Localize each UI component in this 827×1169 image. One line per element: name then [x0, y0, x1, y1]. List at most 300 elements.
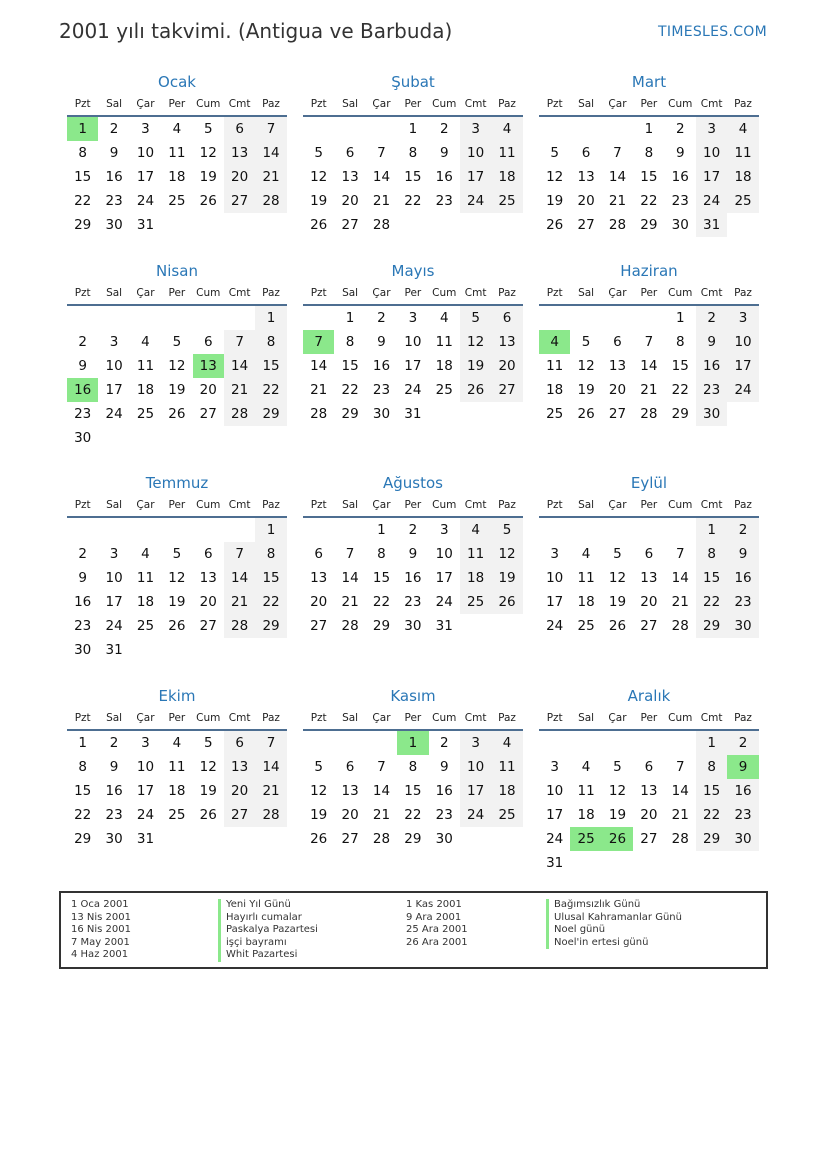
weekday-label: Sal: [342, 499, 359, 511]
day-cell: 21: [608, 193, 627, 209]
day-cell: 31: [435, 618, 453, 634]
day-cell: 27: [608, 406, 627, 422]
day-cell: 10: [105, 570, 123, 586]
day-grid: [303, 731, 523, 851]
empty-cell: [633, 306, 664, 330]
day-cell: 29: [671, 406, 689, 422]
day-cell: 2: [439, 735, 449, 751]
empty-cell: [193, 518, 224, 542]
day-cell: 21: [224, 590, 255, 614]
day-cell: 6: [491, 306, 522, 330]
day-cell: 5: [460, 306, 491, 330]
day-cell: 13: [224, 755, 255, 779]
day-grid: [67, 117, 287, 237]
day-cell: 29: [696, 614, 727, 638]
holiday-day-cell: 1: [67, 117, 98, 141]
day-cell: 1: [675, 310, 685, 326]
day-cell: 19: [199, 169, 217, 185]
day-cell: 11: [546, 358, 564, 374]
day-cell: 8: [377, 546, 386, 562]
day-cell: 28: [671, 618, 689, 634]
day-cell: 9: [377, 334, 386, 350]
day-cell: 31: [696, 213, 727, 237]
day-cell: 18: [491, 165, 522, 189]
day-cell: 11: [168, 145, 186, 161]
holiday-day-cell: 9: [727, 755, 758, 779]
weekday-header: [303, 707, 523, 731]
day-cell: 16: [372, 358, 391, 374]
weekday-label: Pzt: [546, 712, 563, 724]
weekday-label: Sal: [578, 287, 595, 299]
weekday-label: Paz: [262, 98, 280, 110]
day-cell: 20: [199, 594, 217, 610]
weekday-label: Cum: [432, 287, 457, 299]
day-cell: 2: [439, 121, 449, 137]
empty-cell: [334, 731, 365, 755]
day-cell: 1: [255, 306, 286, 330]
legend-holiday-name: işçi bayramı: [218, 937, 318, 950]
day-cell: 13: [577, 169, 595, 185]
day-cell: 25: [460, 590, 491, 614]
day-cell: 8: [696, 542, 727, 566]
weekday-label: Cmt: [228, 287, 251, 299]
day-cell: 2: [377, 310, 386, 326]
day-cell: 12: [168, 570, 186, 586]
day-cell: 1: [696, 731, 727, 755]
day-cell: 9: [727, 542, 758, 566]
day-cell: 30: [74, 430, 92, 446]
day-cell: 18: [136, 594, 155, 610]
month-name: Temmuz: [145, 474, 209, 492]
day-cell: 28: [372, 217, 391, 233]
weekday-label: Çar: [136, 98, 155, 110]
month-name: Eylül: [630, 474, 668, 492]
day-cell: 29: [255, 614, 286, 638]
day-cell: 17: [546, 594, 564, 610]
day-cell: 6: [203, 334, 213, 350]
holiday-day-cell: 1: [397, 731, 428, 755]
legend-date: 16 Nis 2001: [71, 924, 131, 935]
day-cell: 3: [109, 334, 119, 350]
day-cell: 8: [78, 145, 87, 161]
day-cell: 10: [136, 759, 155, 775]
day-cell: 19: [199, 783, 217, 799]
weekday-label: Cum: [668, 499, 693, 511]
day-cell: 12: [310, 783, 328, 799]
day-cell: 20: [224, 779, 255, 803]
empty-cell: [633, 731, 664, 755]
weekday-label: Çar: [608, 98, 627, 110]
day-cell: 24: [136, 807, 155, 823]
day-cell: 8: [408, 759, 418, 775]
weekday-label: Çar: [136, 287, 155, 299]
empty-cell: [539, 117, 570, 141]
day-cell: 17: [435, 570, 453, 586]
day-cell: 15: [404, 169, 422, 185]
month-8: [303, 472, 523, 638]
day-cell: 22: [255, 590, 286, 614]
day-cell: 19: [460, 354, 491, 378]
empty-cell: [67, 306, 98, 330]
day-cell: 28: [255, 803, 286, 827]
day-cell: 20: [577, 193, 595, 209]
day-cell: 3: [109, 546, 119, 562]
day-cell: 4: [491, 117, 522, 141]
empty-cell: [602, 117, 633, 141]
day-cell: 4: [141, 546, 150, 562]
day-cell: 14: [372, 169, 391, 185]
day-cell: 16: [404, 570, 422, 586]
day-cell: 27: [310, 618, 328, 634]
day-cell: 15: [404, 783, 422, 799]
weekday-label: Cum: [668, 98, 693, 110]
day-cell: 2: [727, 518, 758, 542]
weekday-label: Paz: [498, 98, 516, 110]
day-cell: 16: [727, 566, 758, 590]
day-cell: 17: [546, 807, 564, 823]
weekday-label: Cum: [668, 287, 693, 299]
day-cell: 28: [671, 831, 689, 847]
day-cell: 27: [341, 831, 359, 847]
day-cell: 4: [460, 518, 491, 542]
weekday-label: Çar: [372, 98, 391, 110]
month-name: Mart: [631, 73, 667, 91]
day-cell: 28: [255, 189, 286, 213]
day-cell: 27: [640, 618, 658, 634]
day-cell: 22: [696, 803, 727, 827]
month-name: Haziran: [620, 262, 678, 280]
day-cell: 30: [404, 618, 422, 634]
day-cell: 16: [105, 169, 123, 185]
day-cell: 26: [310, 217, 328, 233]
weekday-label: Çar: [608, 287, 627, 299]
holiday-legend: [59, 891, 768, 969]
legend-date: 4 Haz 2001: [71, 949, 129, 960]
day-cell: 29: [404, 831, 422, 847]
day-cell: 22: [74, 193, 92, 209]
day-cell: 22: [640, 193, 658, 209]
empty-cell: [539, 306, 570, 330]
day-cell: 24: [460, 189, 491, 213]
day-cell: 1: [78, 735, 87, 751]
day-cell: 7: [675, 546, 685, 562]
day-grid: [303, 518, 523, 638]
day-cell: 7: [224, 542, 255, 566]
weekday-label: Per: [168, 98, 186, 110]
legend-date: 26 Ara 2001: [406, 936, 468, 948]
holiday-day-cell: 4: [539, 330, 570, 354]
legend-holiday-name: Noel'in ertesi günü: [546, 937, 682, 950]
weekday-header: [67, 707, 287, 731]
weekday-label: Sal: [578, 98, 595, 110]
day-cell: 18: [168, 783, 186, 799]
day-cell: 15: [640, 169, 658, 185]
day-cell: 21: [372, 193, 391, 209]
day-cell: 11: [577, 570, 595, 586]
day-cell: 18: [577, 594, 595, 610]
day-cell: 5: [203, 735, 213, 751]
day-cell: 23: [727, 803, 758, 827]
weekday-label: Cmt: [464, 287, 487, 299]
weekday-label: Per: [404, 712, 422, 724]
day-cell: 10: [105, 358, 123, 374]
day-cell: 22: [372, 594, 391, 610]
empty-cell: [334, 518, 365, 542]
day-cell: 19: [608, 807, 627, 823]
weekday-label: Çar: [608, 499, 627, 511]
day-cell: 24: [435, 594, 453, 610]
day-cell: 13: [640, 783, 658, 799]
weekday-label: Pzt: [310, 98, 327, 110]
day-cell: 13: [341, 783, 359, 799]
weekday-label: Cum: [196, 712, 221, 724]
legend-dates-col2: [406, 899, 468, 949]
weekday-label: Çar: [372, 287, 391, 299]
day-cell: 16: [727, 779, 758, 803]
holiday-day-cell: 16: [67, 378, 98, 402]
day-cell: 17: [136, 169, 155, 185]
page-title: 2001 yılı takvimi. (Antigua ve Barbuda): [59, 19, 453, 43]
day-cell: 27: [341, 217, 359, 233]
weekday-label: Sal: [578, 712, 595, 724]
day-cell: 12: [491, 542, 522, 566]
day-cell: 9: [109, 145, 119, 161]
empty-cell: [334, 117, 365, 141]
weekday-label: Çar: [608, 712, 627, 724]
day-cell: 19: [577, 382, 595, 398]
weekday-label: Cum: [432, 98, 457, 110]
day-cell: 12: [577, 358, 595, 374]
day-cell: 16: [105, 783, 123, 799]
day-cell: 12: [168, 358, 186, 374]
empty-cell: [161, 306, 192, 330]
brand-logo[interactable]: TIMESLES.COM: [658, 24, 767, 40]
weekday-header: [303, 494, 523, 518]
day-cell: 2: [78, 334, 87, 350]
holiday-day-cell: 13: [193, 354, 224, 378]
day-cell: 18: [546, 382, 564, 398]
day-cell: 26: [199, 807, 217, 823]
day-cell: 20: [640, 807, 658, 823]
weekday-label: Per: [404, 499, 422, 511]
day-cell: 23: [696, 378, 727, 402]
day-cell: 22: [671, 382, 689, 398]
day-cell: 25: [168, 807, 186, 823]
day-cell: 7: [613, 145, 622, 161]
day-cell: 31: [404, 406, 422, 422]
day-cell: 21: [255, 165, 286, 189]
weekday-label: Per: [168, 499, 186, 511]
day-cell: 20: [341, 807, 359, 823]
day-cell: 5: [314, 145, 323, 161]
day-cell: 24: [105, 406, 123, 422]
day-cell: 3: [141, 735, 150, 751]
day-cell: 9: [675, 145, 685, 161]
legend-names-col2: [546, 899, 682, 949]
day-cell: 19: [168, 382, 186, 398]
day-cell: 30: [372, 406, 391, 422]
month-name: Kasım: [390, 687, 436, 705]
day-cell: 28: [608, 217, 627, 233]
weekday-label: Cum: [196, 287, 221, 299]
day-cell: 17: [105, 382, 123, 398]
empty-cell: [303, 117, 334, 141]
day-cell: 14: [671, 570, 689, 586]
day-cell: 16: [435, 169, 453, 185]
day-cell: 25: [577, 618, 595, 634]
day-cell: 31: [105, 642, 123, 658]
day-cell: 6: [613, 334, 622, 350]
day-cell: 21: [372, 807, 391, 823]
day-cell: 6: [644, 759, 654, 775]
day-cell: 6: [314, 546, 323, 562]
day-cell: 10: [696, 141, 727, 165]
weekday-label: Sal: [342, 98, 359, 110]
day-cell: 27: [577, 217, 595, 233]
day-cell: 30: [727, 827, 758, 851]
day-grid: [67, 731, 287, 851]
day-cell: 26: [546, 217, 564, 233]
weekday-header: [539, 282, 759, 306]
weekday-label: Cmt: [700, 499, 723, 511]
weekday-label: Cum: [432, 712, 457, 724]
day-cell: 10: [460, 141, 491, 165]
day-cell: 3: [460, 731, 491, 755]
day-cell: 27: [199, 618, 217, 634]
day-cell: 17: [460, 165, 491, 189]
weekday-header: [539, 93, 759, 117]
day-grid: [303, 117, 523, 237]
day-cell: 21: [640, 382, 658, 398]
day-cell: 6: [345, 145, 355, 161]
day-cell: 30: [671, 217, 689, 233]
day-cell: 1: [696, 518, 727, 542]
month-name: Nisan: [156, 262, 198, 280]
day-cell: 11: [168, 759, 186, 775]
weekday-label: Çar: [136, 712, 155, 724]
weekday-label: Pzt: [310, 712, 327, 724]
day-cell: 5: [491, 518, 522, 542]
day-cell: 14: [640, 358, 658, 374]
day-cell: 26: [608, 618, 627, 634]
day-cell: 29: [372, 618, 391, 634]
day-cell: 1: [408, 121, 418, 137]
day-cell: 7: [377, 145, 386, 161]
day-cell: 30: [727, 614, 758, 638]
empty-cell: [130, 306, 161, 330]
day-cell: 29: [255, 402, 286, 426]
day-cell: 29: [341, 406, 359, 422]
legend-holiday-name: Paskalya Pazartesi: [218, 924, 318, 937]
weekday-header: [303, 93, 523, 117]
day-cell: 15: [372, 570, 391, 586]
day-cell: 11: [727, 141, 758, 165]
day-cell: 21: [671, 594, 689, 610]
day-cell: 12: [608, 570, 627, 586]
weekday-label: Paz: [498, 499, 516, 511]
day-cell: 9: [696, 330, 727, 354]
day-cell: 26: [310, 831, 328, 847]
day-cell: 7: [345, 546, 355, 562]
day-cell: 15: [341, 358, 359, 374]
weekday-header: [67, 93, 287, 117]
day-cell: 18: [136, 382, 155, 398]
legend-date: 7 May 2001: [71, 936, 130, 948]
day-cell: 20: [199, 382, 217, 398]
day-cell: 1: [255, 518, 286, 542]
month-4: [67, 260, 287, 450]
weekday-label: Pzt: [74, 499, 91, 511]
legend-date: 1 Kas 2001: [406, 899, 462, 910]
day-cell: 7: [255, 117, 286, 141]
day-cell: 31: [136, 217, 155, 233]
weekday-header: [539, 707, 759, 731]
empty-cell: [665, 731, 696, 755]
day-cell: 9: [408, 546, 418, 562]
day-cell: 25: [435, 382, 453, 398]
day-cell: 4: [581, 759, 591, 775]
day-cell: 8: [696, 755, 727, 779]
weekday-header: [303, 282, 523, 306]
weekday-label: Cmt: [228, 499, 251, 511]
weekday-label: Pzt: [74, 712, 91, 724]
weekday-label: Sal: [106, 499, 123, 511]
day-cell: 26: [199, 193, 217, 209]
weekday-label: Paz: [734, 712, 752, 724]
day-cell: 14: [341, 570, 359, 586]
weekday-header: [67, 494, 287, 518]
month-name: Ağustos: [383, 474, 443, 492]
day-cell: 20: [341, 193, 359, 209]
legend-holiday-name: Whit Pazartesi: [218, 949, 318, 962]
day-cell: 12: [199, 759, 217, 775]
weekday-label: Per: [168, 712, 186, 724]
day-cell: 9: [439, 145, 449, 161]
day-cell: 8: [408, 145, 418, 161]
day-cell: 3: [727, 306, 758, 330]
day-cell: 22: [74, 807, 92, 823]
empty-cell: [98, 306, 129, 330]
day-cell: 24: [546, 831, 564, 847]
day-cell: 16: [74, 594, 92, 610]
day-cell: 30: [74, 642, 92, 658]
day-cell: 14: [608, 169, 627, 185]
day-cell: 9: [78, 570, 87, 586]
day-cell: 10: [727, 330, 758, 354]
day-cell: 20: [224, 165, 255, 189]
day-cell: 27: [491, 378, 522, 402]
day-cell: 17: [727, 354, 758, 378]
day-cell: 11: [435, 334, 453, 350]
day-cell: 25: [546, 406, 564, 422]
day-cell: 4: [141, 334, 150, 350]
weekday-label: Paz: [734, 499, 752, 511]
day-cell: 15: [255, 354, 286, 378]
day-cell: 5: [613, 759, 622, 775]
day-cell: 8: [255, 542, 286, 566]
day-cell: 8: [644, 145, 654, 161]
legend-date: 1 Oca 2001: [71, 899, 129, 910]
day-cell: 17: [460, 779, 491, 803]
day-grid: [303, 306, 523, 426]
day-cell: 10: [546, 570, 564, 586]
day-cell: 29: [696, 827, 727, 851]
day-cell: 23: [435, 193, 453, 209]
day-cell: 27: [224, 189, 255, 213]
day-cell: 11: [136, 570, 155, 586]
day-cell: 28: [341, 618, 359, 634]
day-cell: 12: [310, 169, 328, 185]
